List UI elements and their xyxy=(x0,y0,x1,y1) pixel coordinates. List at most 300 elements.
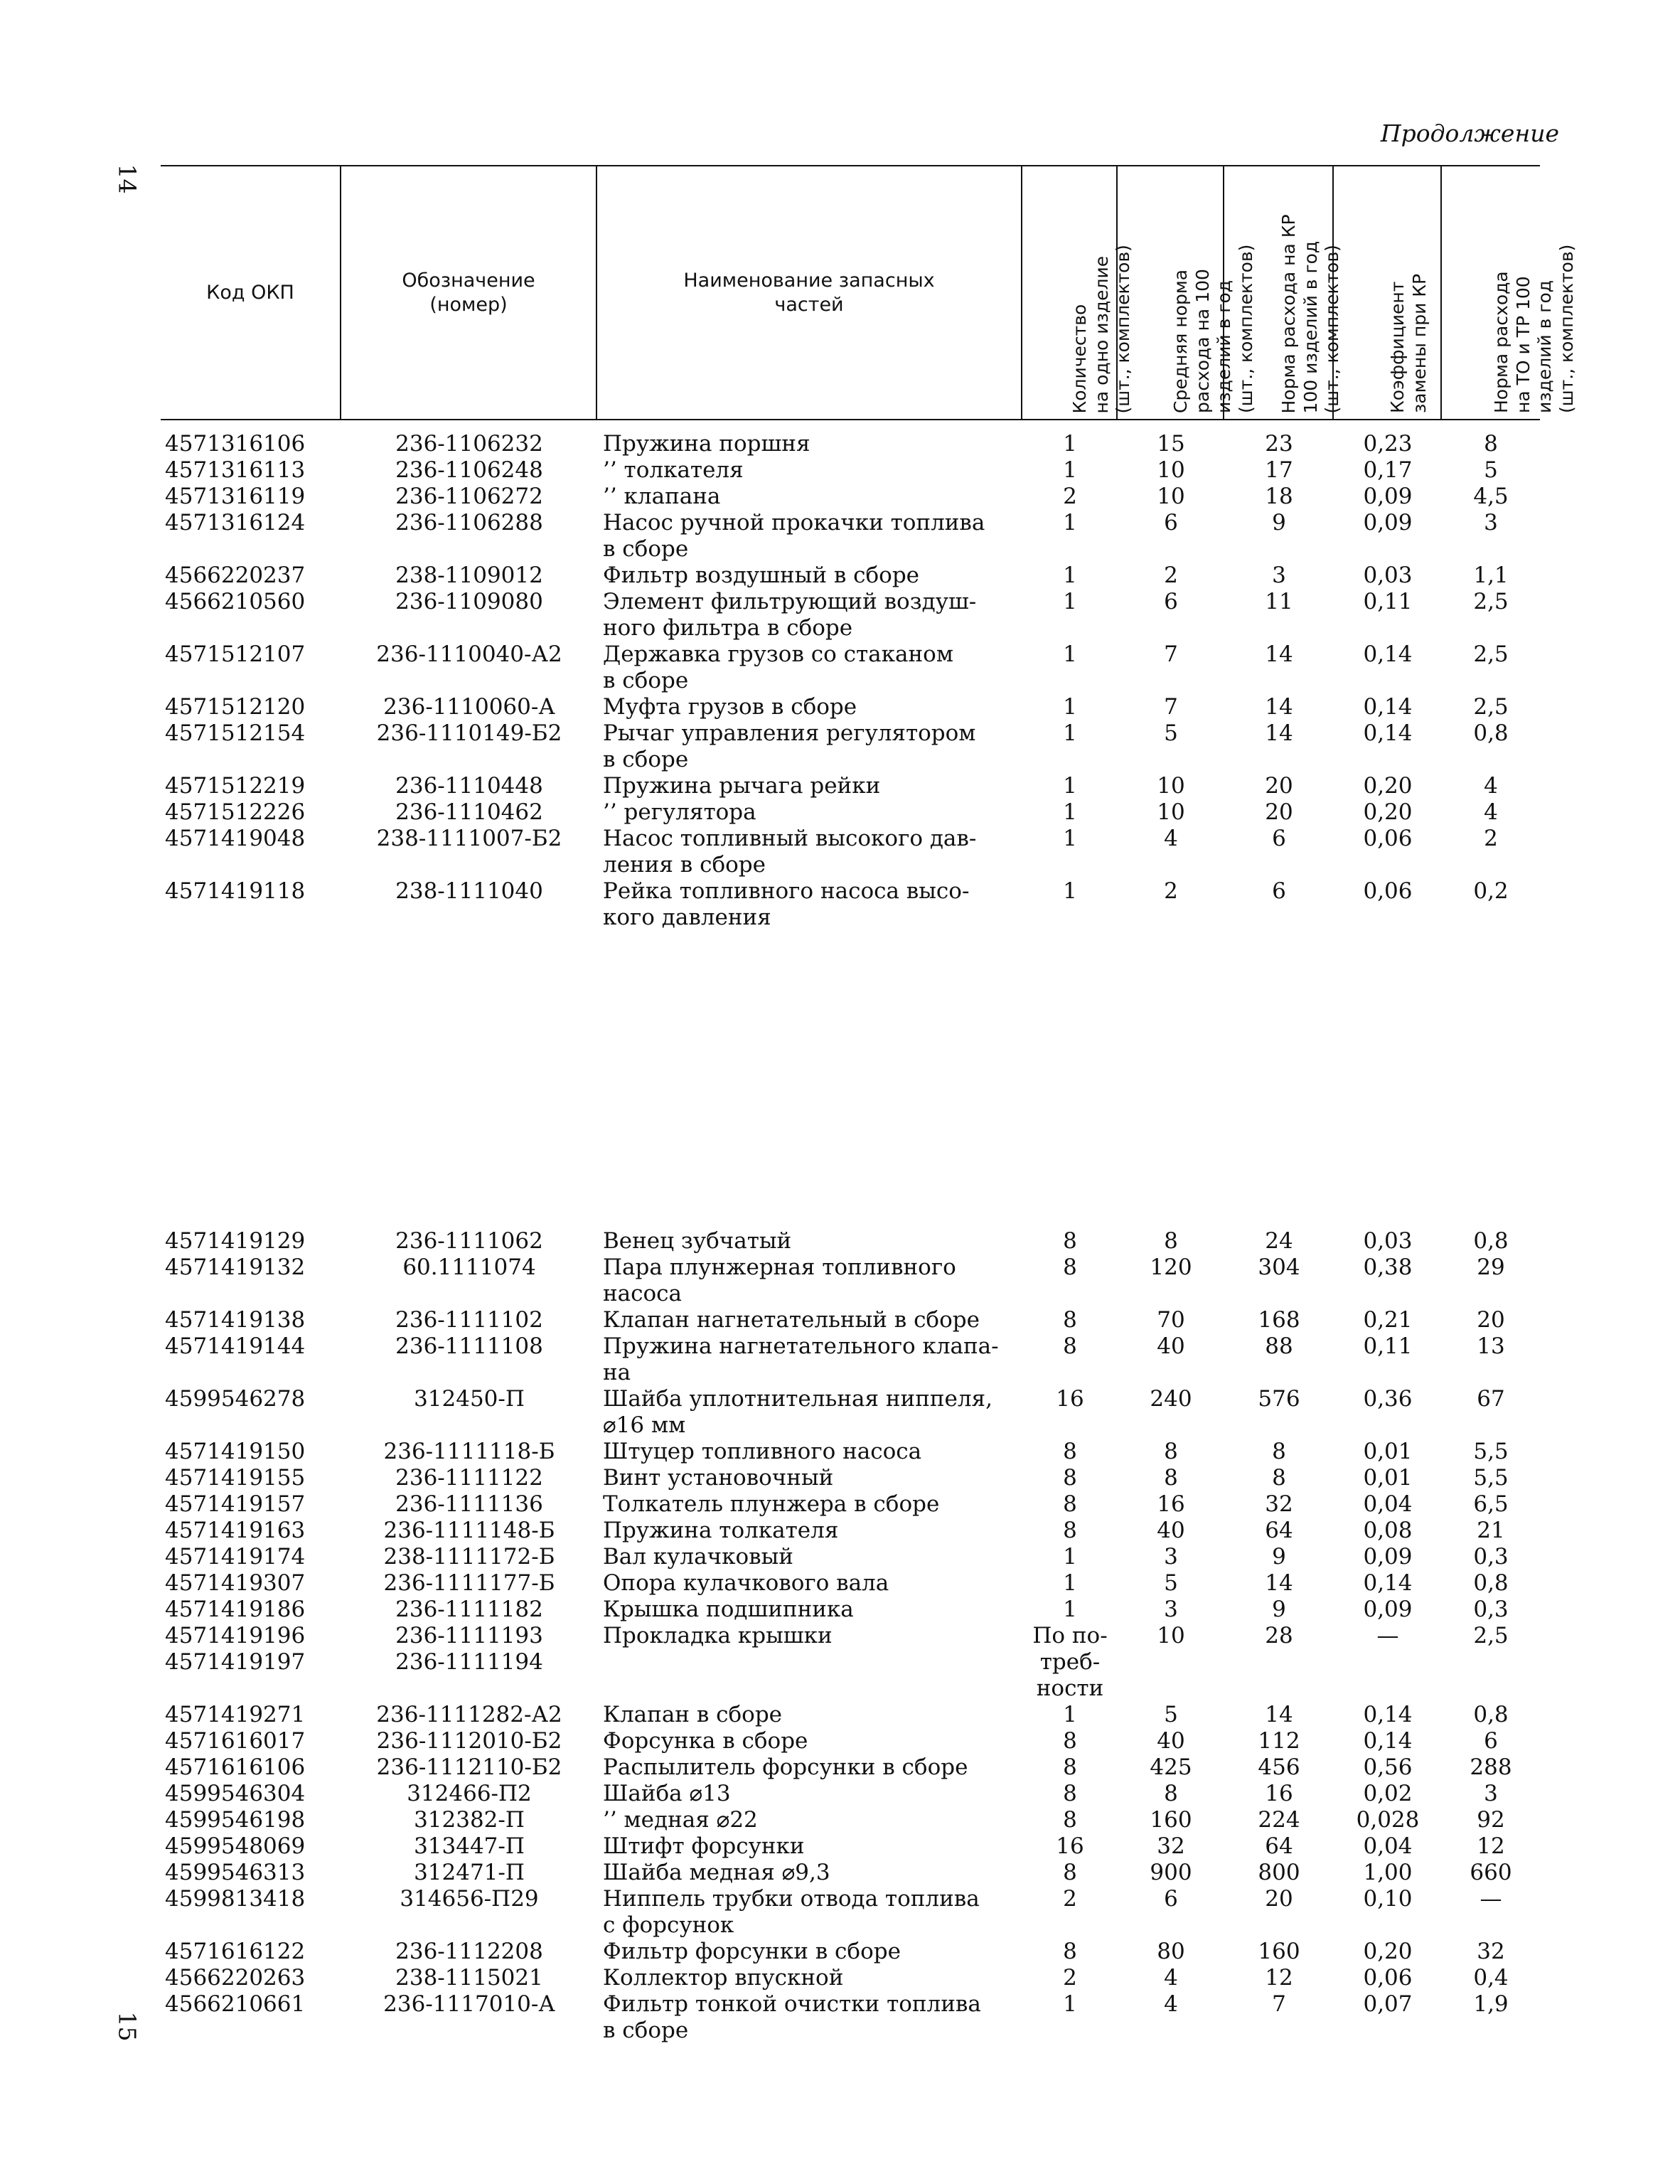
cell-kr: 456 xyxy=(1258,1754,1300,1780)
cell-desig: 312471-П xyxy=(414,1860,525,1885)
cell-to: 0,8 xyxy=(1473,1702,1509,1727)
cell-to: 0,4 xyxy=(1473,1965,1509,1991)
cell-coef: 0,56 xyxy=(1363,1754,1413,1780)
cell-to: 21 xyxy=(1477,1518,1505,1543)
cell-coef: 0,11 xyxy=(1363,589,1413,614)
cell-code: 4571419307 xyxy=(165,1570,306,1596)
cell-qty: 8 xyxy=(1063,1807,1077,1833)
cell-kr: 18 xyxy=(1265,484,1293,509)
cell-desig: 236-1111148-Б xyxy=(383,1518,555,1543)
cell-kr: 64 xyxy=(1265,1518,1293,1543)
cell-name: Пара плунжерная топливного насоса xyxy=(603,1255,956,1306)
cell-name: Шайба ⌀13 xyxy=(603,1781,731,1806)
cell-code: 4599546198 xyxy=(165,1807,306,1833)
cell-to: 8 xyxy=(1484,431,1498,457)
cell-desig: 236-1109080 xyxy=(395,589,543,614)
cell-avg: 8 xyxy=(1164,1465,1178,1491)
cell-to: — xyxy=(1480,1886,1502,1912)
header-qty-cell xyxy=(1022,166,1133,419)
cell-name: Фильтр воздушный в сборе xyxy=(603,563,920,588)
page-number-bottom: 15 xyxy=(113,2011,141,2042)
cell-qty: 1 xyxy=(1063,431,1077,457)
cell-name: Муфта грузов в сборе xyxy=(603,694,857,720)
cell-to: 0,3 xyxy=(1473,1544,1509,1570)
cell-name: Клапан нагнетательный в сборе xyxy=(603,1307,980,1333)
cell-name: Рычаг управления регулятором в сборе xyxy=(603,720,976,772)
header-avg-norm: Средняя норма расхода на 100 изделий в год (шт., комплектов) xyxy=(1170,244,1256,413)
cell-name: Пружина рычага рейки xyxy=(603,773,881,799)
cell-to: 0,8 xyxy=(1473,720,1509,746)
cell-desig: 236-1112110-Б2 xyxy=(376,1754,562,1780)
cell-name: Пружина толкателя xyxy=(603,1518,839,1543)
cell-code: 4571419048 xyxy=(165,826,306,851)
cell-coef: 0,38 xyxy=(1363,1255,1413,1280)
cell-code: 4571419271 xyxy=(165,1702,306,1727)
cell-coef: 0,14 xyxy=(1363,641,1413,667)
cell-desig: 238-1109012 xyxy=(395,563,543,588)
header-name: Наименование запасных частей xyxy=(597,166,1022,419)
cell-avg: 4 xyxy=(1164,1965,1178,1991)
cell-qty: 1 xyxy=(1063,1702,1077,1727)
cell-to: 2,5 xyxy=(1473,589,1509,614)
header-coef: Коэффициент замены при КР xyxy=(1387,273,1430,413)
cell-code: 4571419186 xyxy=(165,1597,306,1622)
cell-to: 2,5 xyxy=(1473,1623,1509,1648)
cell-qty: 8 xyxy=(1063,1518,1077,1543)
header-to-norm: Норма расхода на ТО и ТР 100 изделий в год (шт., комплектов) xyxy=(1491,244,1577,413)
header-to-cell xyxy=(1442,166,1577,419)
cell-coef: 0,21 xyxy=(1363,1307,1413,1333)
cell-kr: 24 xyxy=(1265,1228,1293,1254)
cell-qty: 8 xyxy=(1063,1228,1077,1254)
cell-avg: 7 xyxy=(1164,694,1178,720)
cell-to: 3 xyxy=(1484,1781,1498,1806)
cell-code: 4571419155 xyxy=(165,1465,306,1491)
cell-avg: 5 xyxy=(1164,720,1178,746)
cell-avg: 15 xyxy=(1157,431,1185,457)
cell-kr: 576 xyxy=(1258,1386,1300,1412)
cell-to: 4,5 xyxy=(1473,484,1509,509)
cell-desig: 236-1111282-А2 xyxy=(376,1702,562,1727)
cell-name: Шайба уплотнительная ниппеля, ⌀16 мм xyxy=(603,1386,993,1438)
cell-desig: 236-1112010-Б2 xyxy=(376,1728,562,1754)
cell-name: Прокладка крышки xyxy=(603,1623,833,1648)
cell-kr: 28 xyxy=(1265,1623,1293,1648)
cell-to: 92 xyxy=(1477,1807,1505,1833)
cell-avg: 70 xyxy=(1157,1307,1185,1333)
cell-avg: 120 xyxy=(1150,1255,1192,1280)
cell-desig: 236-1106272 xyxy=(395,484,543,509)
cell-avg: 8 xyxy=(1164,1228,1178,1254)
cell-code: 4571419144 xyxy=(165,1333,306,1359)
cell-qty: 2 xyxy=(1063,1965,1077,1991)
cell-coef: 0,07 xyxy=(1363,1991,1413,2017)
cell-kr: 14 xyxy=(1265,694,1293,720)
cell-kr: 11 xyxy=(1265,589,1293,614)
cell-avg: 10 xyxy=(1157,1623,1185,1648)
cell-coef: 0,14 xyxy=(1363,1570,1413,1596)
cell-coef: — xyxy=(1376,1623,1399,1648)
header-coef-cell xyxy=(1334,166,1442,419)
cell-to: 288 xyxy=(1470,1754,1512,1780)
cell-desig: 236-1110448 xyxy=(395,773,543,799)
cell-coef: 0,20 xyxy=(1363,1939,1413,1964)
cell-kr: 168 xyxy=(1258,1307,1300,1333)
cell-code: 4599546313 xyxy=(165,1860,306,1885)
cell-name: Вал кулачковый xyxy=(603,1544,793,1570)
cell-to: 32 xyxy=(1477,1939,1505,1964)
cell-avg: 40 xyxy=(1157,1518,1185,1543)
cell-coef: 0,028 xyxy=(1356,1807,1420,1833)
cell-qty: 2 xyxy=(1063,484,1077,509)
cell-kr: 12 xyxy=(1265,1965,1293,1991)
header-code: Код ОКП xyxy=(161,166,341,419)
cell-kr: 64 xyxy=(1265,1833,1293,1859)
cell-kr: 14 xyxy=(1265,1702,1293,1727)
cell-coef: 0,14 xyxy=(1363,694,1413,720)
cell-code: 4571419163 xyxy=(165,1518,306,1543)
cell-desig: 238-1111007-Б2 xyxy=(376,826,562,851)
cell-avg: 425 xyxy=(1150,1754,1192,1780)
cell-to: 0,2 xyxy=(1473,878,1509,904)
cell-to: 2,5 xyxy=(1473,694,1509,720)
cell-code: 4571316113 xyxy=(165,457,306,483)
cell-desig: 236-1110149-Б2 xyxy=(376,720,562,746)
cell-kr: 16 xyxy=(1265,1781,1293,1806)
cell-name: Рейка топливного насоса высо- кого давления xyxy=(603,878,970,930)
cell-to: 5,5 xyxy=(1473,1465,1509,1491)
cell-to: 2 xyxy=(1484,826,1498,851)
cell-qty: 1 xyxy=(1063,563,1077,588)
cell-to: 12 xyxy=(1477,1833,1505,1859)
cell-desig: 312382-П xyxy=(414,1807,525,1833)
cell-kr: 6 xyxy=(1272,826,1286,851)
cell-desig: 236-1111182 xyxy=(395,1597,543,1622)
cell-desig: 312466-П2 xyxy=(407,1781,532,1806)
cell-qty: 1 xyxy=(1063,799,1077,825)
cell-code: 4571512154 xyxy=(165,720,306,746)
cell-code: 4599548069 xyxy=(165,1833,306,1859)
cell-qty: 16 xyxy=(1056,1386,1084,1412)
cell-to: 4 xyxy=(1484,773,1498,799)
cell-to: 2,5 xyxy=(1473,641,1509,667)
cell-coef: 0,14 xyxy=(1363,1702,1413,1727)
cell-coef: 0,08 xyxy=(1363,1518,1413,1543)
cell-code: 4571419118 xyxy=(165,878,306,904)
cell-name: Насос ручной прокачки топлива в сборе xyxy=(603,510,985,562)
cell-name: Фильтр тонкой очистки топлива в сборе xyxy=(603,1991,981,2043)
cell-name: Винт установочный xyxy=(603,1465,834,1491)
cell-coef: 0,01 xyxy=(1363,1465,1413,1491)
cell-code: 4599813418 xyxy=(165,1886,306,1912)
cell-code: 4571419174 xyxy=(165,1544,306,1570)
cell-coef: 0,06 xyxy=(1363,1965,1413,1991)
cell-kr: 17 xyxy=(1265,457,1293,483)
continuation-label: Продолжение xyxy=(1380,119,1559,147)
cell-avg: 80 xyxy=(1157,1939,1185,1964)
cell-qty: 1 xyxy=(1063,457,1077,483)
cell-coef: 0,04 xyxy=(1363,1833,1413,1859)
cell-to: 1,9 xyxy=(1473,1991,1509,2017)
cell-kr: 9 xyxy=(1272,510,1286,536)
cell-name: Фильтр форсунки в сборе xyxy=(603,1939,901,1964)
cell-kr: 8 xyxy=(1272,1465,1286,1491)
cell-kr: 9 xyxy=(1272,1544,1286,1570)
cell-coef: 0,03 xyxy=(1363,563,1413,588)
cell-desig: 236-1111062 xyxy=(395,1228,543,1254)
cell-to: 20 xyxy=(1477,1307,1505,1333)
cell-name: ’’ медная ⌀22 xyxy=(603,1807,758,1833)
cell-desig: 236-1117010-А xyxy=(383,1991,555,2017)
cell-name: Крышка подшипника xyxy=(603,1597,854,1622)
cell-qty: 8 xyxy=(1063,1939,1077,1964)
cell-avg: 900 xyxy=(1150,1860,1192,1885)
cell-avg: 5 xyxy=(1164,1702,1178,1727)
cell-avg: 40 xyxy=(1157,1333,1185,1359)
cell-qty: 8 xyxy=(1063,1439,1077,1464)
cell-coef: 0,20 xyxy=(1363,773,1413,799)
cell-qty: 1 xyxy=(1063,1991,1077,2017)
cell-avg: 10 xyxy=(1157,457,1185,483)
cell-coef: 0,09 xyxy=(1363,510,1413,536)
cell-qty: 1 xyxy=(1063,1544,1077,1570)
cell-coef: 0,06 xyxy=(1363,878,1413,904)
cell-code: 4571419132 xyxy=(165,1255,306,1280)
header-avg-cell xyxy=(1118,166,1256,419)
cell-code: 4571419138 xyxy=(165,1307,306,1333)
cell-qty: 2 xyxy=(1063,1886,1077,1912)
cell-desig: 236-1111177-Б xyxy=(383,1570,555,1596)
cell-coef: 0,17 xyxy=(1363,457,1413,483)
cell-qty: По по- треб- ности xyxy=(1032,1623,1108,1701)
cell-desig: 312450-П xyxy=(414,1386,525,1412)
cell-desig: 236-1111193 236-1111194 xyxy=(395,1623,543,1675)
cell-avg: 2 xyxy=(1164,563,1178,588)
cell-desig: 236-1111136 xyxy=(395,1491,543,1517)
cell-kr: 14 xyxy=(1265,720,1293,746)
cell-desig: 236-1106248 xyxy=(395,457,543,483)
cell-code: 4571419150 xyxy=(165,1439,306,1464)
cell-qty: 8 xyxy=(1063,1860,1077,1885)
cell-kr: 224 xyxy=(1258,1807,1300,1833)
cell-to: 6,5 xyxy=(1473,1491,1509,1517)
cell-desig: 236-1112208 xyxy=(395,1939,543,1964)
cell-avg: 16 xyxy=(1157,1491,1185,1517)
cell-avg: 3 xyxy=(1164,1544,1178,1570)
header-designation: Обозначение (номер) xyxy=(341,166,597,419)
cell-coef: 0,06 xyxy=(1363,826,1413,851)
cell-coef: 0,10 xyxy=(1363,1886,1413,1912)
cell-to: 3 xyxy=(1484,510,1498,536)
cell-qty: 8 xyxy=(1063,1255,1077,1280)
cell-qty: 8 xyxy=(1063,1781,1077,1806)
cell-coef: 0,03 xyxy=(1363,1228,1413,1254)
cell-avg: 10 xyxy=(1157,773,1185,799)
cell-qty: 1 xyxy=(1063,694,1077,720)
cell-code: 4599546304 xyxy=(165,1781,306,1806)
cell-code: 4571316124 xyxy=(165,510,306,536)
parts-table-part1 xyxy=(161,431,1540,931)
cell-desig: 60.1111074 xyxy=(402,1255,536,1280)
cell-code: 4571419157 xyxy=(165,1491,306,1517)
cell-desig: 236-1111122 xyxy=(395,1465,543,1491)
cell-kr: 160 xyxy=(1258,1939,1300,1964)
cell-code: 4566220263 xyxy=(165,1965,306,1991)
cell-qty: 8 xyxy=(1063,1465,1077,1491)
header-kr-norm: Норма расхода на КР 100 изделий в год (шт., комплектов) xyxy=(1278,213,1342,413)
cell-name: Толкатель плунжера в сборе xyxy=(603,1491,940,1517)
cell-name: ’’ толкателя xyxy=(603,457,744,483)
cell-avg: 5 xyxy=(1164,1570,1178,1596)
cell-coef: 0,14 xyxy=(1363,720,1413,746)
cell-coef: 0,09 xyxy=(1363,1597,1413,1622)
cell-code: 4571316106 xyxy=(165,431,306,457)
cell-coef: 0,02 xyxy=(1363,1781,1413,1806)
cell-kr: 14 xyxy=(1265,1570,1293,1596)
cell-desig: 236-1110462 xyxy=(395,799,543,825)
page-number-top: 14 xyxy=(113,164,141,194)
cell-name: Венец зубчатый xyxy=(603,1228,792,1254)
cell-avg: 160 xyxy=(1150,1807,1192,1833)
cell-name: Коллектор впускной xyxy=(603,1965,844,1991)
cell-to: 4 xyxy=(1484,799,1498,825)
cell-qty: 1 xyxy=(1063,878,1077,904)
cell-avg: 8 xyxy=(1164,1439,1178,1464)
cell-avg: 6 xyxy=(1164,1886,1178,1912)
cell-name: Пружина нагнетательного клапа- на xyxy=(603,1333,999,1385)
cell-desig: 236-1110060-А xyxy=(383,694,555,720)
cell-name: Штуцер топливного насоса xyxy=(603,1439,922,1464)
cell-kr: 23 xyxy=(1265,431,1293,457)
cell-name: Пружина поршня xyxy=(603,431,810,457)
cell-qty: 8 xyxy=(1063,1728,1077,1754)
cell-code: 4571616017 xyxy=(165,1728,306,1754)
cell-name: ’’ клапана xyxy=(603,484,721,509)
cell-avg: 4 xyxy=(1164,826,1178,851)
cell-kr: 20 xyxy=(1265,1886,1293,1912)
cell-to: 5 xyxy=(1484,457,1498,483)
parts-table-part2 xyxy=(161,1228,1540,2044)
cell-name: Насос топливный высокого дав- ления в сборе xyxy=(603,826,977,878)
cell-kr: 20 xyxy=(1265,799,1293,825)
cell-avg: 40 xyxy=(1157,1728,1185,1754)
cell-kr: 9 xyxy=(1272,1597,1286,1622)
cell-desig: 236-1111102 xyxy=(395,1307,543,1333)
cell-qty: 8 xyxy=(1063,1333,1077,1359)
cell-qty: 1 xyxy=(1063,773,1077,799)
cell-kr: 304 xyxy=(1258,1255,1300,1280)
cell-qty: 8 xyxy=(1063,1307,1077,1333)
cell-avg: 7 xyxy=(1164,641,1178,667)
cell-code: 4566210560 xyxy=(165,589,306,614)
cell-to: 67 xyxy=(1477,1386,1505,1412)
cell-qty: 1 xyxy=(1063,1570,1077,1596)
cell-to: 29 xyxy=(1477,1255,1505,1280)
cell-coef: 0,01 xyxy=(1363,1439,1413,1464)
cell-kr: 3 xyxy=(1272,563,1286,588)
cell-avg: 8 xyxy=(1164,1781,1178,1806)
cell-avg: 10 xyxy=(1157,484,1185,509)
cell-kr: 20 xyxy=(1265,773,1293,799)
cell-desig: 236-1111108 xyxy=(395,1333,543,1359)
cell-code: 4571419129 xyxy=(165,1228,306,1254)
cell-name: Шайба медная ⌀9,3 xyxy=(603,1860,830,1885)
cell-kr: 14 xyxy=(1265,641,1293,667)
cell-avg: 10 xyxy=(1157,799,1185,825)
cell-kr: 88 xyxy=(1265,1333,1293,1359)
cell-desig: 236-1106232 xyxy=(395,431,543,457)
cell-avg: 3 xyxy=(1164,1597,1178,1622)
cell-to: 0,3 xyxy=(1473,1597,1509,1622)
cell-avg: 6 xyxy=(1164,510,1178,536)
cell-name: ’’ регулятора xyxy=(603,799,756,825)
cell-coef: 0,09 xyxy=(1363,1544,1413,1570)
cell-to: 6 xyxy=(1484,1728,1498,1754)
cell-qty: 16 xyxy=(1056,1833,1084,1859)
cell-coef: 0,09 xyxy=(1363,484,1413,509)
cell-kr: 112 xyxy=(1258,1728,1300,1754)
cell-code: 4571512120 xyxy=(165,694,306,720)
cell-name: Ниппель трубки отвода топлива с форсунок xyxy=(603,1886,980,1938)
cell-to: 5,5 xyxy=(1473,1439,1509,1464)
header-kr-cell xyxy=(1224,166,1342,419)
cell-qty: 1 xyxy=(1063,510,1077,536)
cell-name: Форсунка в сборе xyxy=(603,1728,808,1754)
cell-coef: 0,14 xyxy=(1363,1728,1413,1754)
cell-desig: 314656-П29 xyxy=(400,1886,539,1912)
cell-name: Элемент фильтрующий воздуш- ного фильтра в сборе xyxy=(603,589,977,641)
cell-avg: 32 xyxy=(1157,1833,1185,1859)
cell-coef: 0,36 xyxy=(1363,1386,1413,1412)
cell-kr: 6 xyxy=(1272,878,1286,904)
cell-name: Клапан в сборе xyxy=(603,1702,783,1727)
header-qty: Количество на одно изделие (шт., комплектов) xyxy=(1069,244,1133,413)
cell-name: Опора кулачкового вала xyxy=(603,1570,889,1596)
cell-name: Штифт форсунки xyxy=(603,1833,805,1859)
cell-kr: 800 xyxy=(1258,1860,1300,1885)
cell-code: 4571512107 xyxy=(165,641,306,667)
cell-code: 4566210661 xyxy=(165,1991,306,2017)
cell-qty: 8 xyxy=(1063,1754,1077,1780)
cell-desig: 236-1110040-А2 xyxy=(376,641,562,667)
cell-desig: 238-1115021 xyxy=(395,1965,543,1991)
cell-desig: 238-1111172-Б xyxy=(383,1544,555,1570)
cell-kr: 32 xyxy=(1265,1491,1293,1517)
cell-to: 0,8 xyxy=(1473,1570,1509,1596)
cell-code: 4571512219 xyxy=(165,773,306,799)
cell-desig: 313447-П xyxy=(414,1833,525,1859)
cell-avg: 6 xyxy=(1164,589,1178,614)
table-header xyxy=(161,165,1577,420)
cell-coef: 0,11 xyxy=(1363,1333,1413,1359)
cell-desig: 238-1111040 xyxy=(395,878,543,904)
cell-qty: 1 xyxy=(1063,641,1077,667)
cell-coef: 0,04 xyxy=(1363,1491,1413,1517)
cell-name: Распылитель форсунки в сборе xyxy=(603,1754,968,1780)
cell-code: 4571616122 xyxy=(165,1939,306,1964)
cell-avg: 240 xyxy=(1150,1386,1192,1412)
cell-to: 0,8 xyxy=(1473,1228,1509,1254)
cell-kr: 8 xyxy=(1272,1439,1286,1464)
cell-code: 4571616106 xyxy=(165,1754,306,1780)
cell-name: Державка грузов со стаканом в сборе xyxy=(603,641,953,693)
cell-to: 13 xyxy=(1477,1333,1505,1359)
cell-desig: 236-1111118-Б xyxy=(383,1439,555,1464)
cell-code: 4566220237 xyxy=(165,563,306,588)
cell-to: 1,1 xyxy=(1473,563,1509,588)
cell-qty: 8 xyxy=(1063,1491,1077,1517)
cell-avg: 2 xyxy=(1164,878,1178,904)
